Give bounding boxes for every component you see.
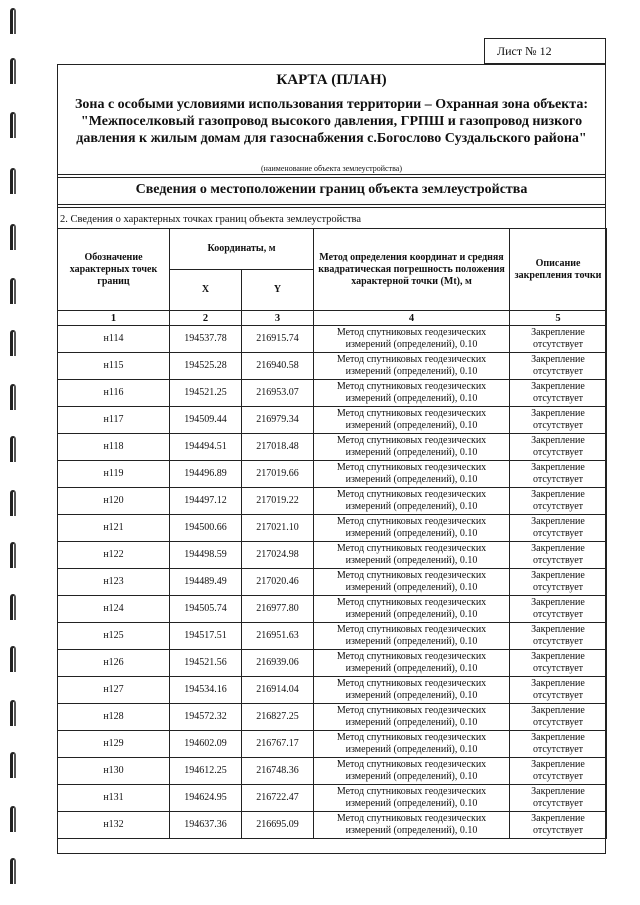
y-coordinate: 216939.06 [242,650,314,677]
binder-ring [10,858,16,884]
method-cell: Метод спутниковых геодезических измерений (определений), 0.10 [314,704,510,731]
points-table-body [58,326,607,839]
sheet-number: Лист № 12 [484,38,606,64]
table-row [58,812,607,839]
y-coordinate: 216940.58 [242,353,314,380]
description-cell: Закрепление отсутствует [510,731,607,758]
x-coordinate: 194537.78 [170,326,242,353]
description-cell: Закрепление отсутствует [510,650,607,677]
binder-ring [10,330,16,356]
x-coordinate: 194489.49 [170,569,242,596]
method-cell: Метод спутниковых геодезических измерений (определений), 0.10 [314,812,510,839]
table-row [58,326,607,353]
method-cell: Метод спутниковых геодезических измерений (определений), 0.10 [314,650,510,677]
y-coordinate: 216951.63 [242,623,314,650]
y-coordinate: 217021.10 [242,515,314,542]
method-cell: Метод спутниковых геодезических измерений (определений), 0.10 [314,569,510,596]
y-coordinate: 216748.36 [242,758,314,785]
table-row [58,650,607,677]
table-row [58,758,607,785]
point-id: н125 [58,623,170,650]
divider [57,207,606,208]
point-id: н131 [58,785,170,812]
point-id: н120 [58,488,170,515]
point-id: н114 [58,326,170,353]
method-cell: Метод спутниковых геодезических измерений (определений), 0.10 [314,488,510,515]
table-row [58,488,607,515]
description-cell: Закрепление отсутствует [510,488,607,515]
point-id: н116 [58,380,170,407]
column-number: 5 [510,311,607,326]
method-cell: Метод спутниковых геодезических измерений (определений), 0.10 [314,353,510,380]
binder-ring [10,594,16,620]
y-coordinate: 216827.25 [242,704,314,731]
description-cell: Закрепление отсутствует [510,569,607,596]
table-row [58,785,607,812]
point-id: н132 [58,812,170,839]
y-coordinate: 216722.47 [242,785,314,812]
method-cell: Метод спутниковых геодезических измерений (определений), 0.10 [314,596,510,623]
document-title: КАРТА (ПЛАН) [276,72,387,88]
method-cell: Метод спутниковых геодезических измерений (определений), 0.10 [314,785,510,812]
description-cell: Закрепление отсутствует [510,515,607,542]
y-coordinate: 217019.66 [242,461,314,488]
points-table [57,228,607,839]
column-number: 3 [242,311,314,326]
header-coordinates: Координаты, м [170,229,314,270]
section-title: Сведения о местоположении границ объекта землеустройства [135,182,528,197]
description-cell: Закрепление отсутствует [510,704,607,731]
binder-ring [10,278,16,304]
table-row [58,569,607,596]
y-coordinate: 216979.34 [242,407,314,434]
x-coordinate: 194505.74 [170,596,242,623]
y-coordinate: 217024.98 [242,542,314,569]
description-cell: Закрепление отсутствует [510,542,607,569]
method-cell: Метод спутниковых геодезических измерений (определений), 0.10 [314,461,510,488]
y-coordinate: 216767.17 [242,731,314,758]
description-cell: Закрепление отсутствует [510,326,607,353]
binder-ring [10,542,16,568]
binder-ring [10,490,16,516]
description-cell: Закрепление отсутствует [510,380,607,407]
header-description: Описание закрепления точки [510,229,607,311]
description-cell: Закрепление отсутствует [510,596,607,623]
method-cell: Метод спутниковых геодезических измерений (определений), 0.10 [314,434,510,461]
binder-ring [10,700,16,726]
y-coordinate: 216977.80 [242,596,314,623]
method-cell: Метод спутниковых геодезических измерений (определений), 0.10 [314,542,510,569]
point-id: н127 [58,677,170,704]
point-id: н124 [58,596,170,623]
method-cell: Метод спутниковых геодезических измерений (определений), 0.10 [314,515,510,542]
column-number: 1 [58,311,170,326]
x-coordinate: 194521.25 [170,380,242,407]
description-cell: Закрепление отсутствует [510,812,607,839]
point-id: н123 [58,569,170,596]
binder-ring [10,224,16,250]
document-subtitle: Зона с особыми условиями использования территории – Охранная зона объекта: "Межпоселковый газопровод высокого давления, ГРПШ и газопровод низкого давления к жилым домам для газоснабжения с.Богослово Суздальского района" [74,97,589,146]
divider [57,174,606,175]
method-cell: Метод спутниковых геодезических измерений (определений), 0.10 [314,407,510,434]
y-coordinate: 217018.48 [242,434,314,461]
binder-ring [10,752,16,778]
table-row [58,407,607,434]
column-number: 2 [170,311,242,326]
subsection-title: 2. Сведения о характерных точках границ объекта землеустройства [60,214,362,225]
header-method: Метод определения координат и средняя квадратическая погрешность положения характерной точки (Mt), м [314,229,510,311]
table-row [58,623,607,650]
point-id: н130 [58,758,170,785]
x-coordinate: 194494.51 [170,434,242,461]
y-coordinate: 217019.22 [242,488,314,515]
x-coordinate: 194534.16 [170,677,242,704]
point-id: н119 [58,461,170,488]
header-x: X [170,270,242,311]
method-cell: Метод спутниковых геодезических измерений (определений), 0.10 [314,623,510,650]
y-coordinate: 216914.04 [242,677,314,704]
x-coordinate: 194496.89 [170,461,242,488]
x-coordinate: 194525.28 [170,353,242,380]
header-designation: Обозначение характерных точек границ [58,229,170,311]
table-row [58,596,607,623]
point-id: н128 [58,704,170,731]
binder-ring [10,806,16,832]
method-cell: Метод спутниковых геодезических измерений (определений), 0.10 [314,758,510,785]
x-coordinate: 194517.51 [170,623,242,650]
x-coordinate: 194572.32 [170,704,242,731]
table-row [58,542,607,569]
binder-ring [10,646,16,672]
method-cell: Метод спутниковых геодезических измерений (определений), 0.10 [314,326,510,353]
table-row [58,380,607,407]
y-coordinate: 216695.09 [242,812,314,839]
y-coordinate: 217020.46 [242,569,314,596]
binder-holes [0,0,30,905]
x-coordinate: 194521.56 [170,650,242,677]
description-cell: Закрепление отсутствует [510,407,607,434]
table-row [58,353,607,380]
method-cell: Метод спутниковых геодезических измерений (определений), 0.10 [314,380,510,407]
point-id: н129 [58,731,170,758]
method-cell: Метод спутниковых геодезических измерений (определений), 0.10 [314,731,510,758]
binder-ring [10,112,16,138]
x-coordinate: 194497.12 [170,488,242,515]
y-coordinate: 216953.07 [242,380,314,407]
x-coordinate: 194637.36 [170,812,242,839]
x-coordinate: 194500.66 [170,515,242,542]
table-row [58,434,607,461]
divider [57,177,606,178]
x-coordinate: 194612.25 [170,758,242,785]
table-row [58,515,607,542]
description-cell: Закрепление отсутствует [510,758,607,785]
point-id: н117 [58,407,170,434]
table-row [58,731,607,758]
point-id: н115 [58,353,170,380]
description-cell: Закрепление отсутствует [510,623,607,650]
binder-ring [10,384,16,410]
x-coordinate: 194624.95 [170,785,242,812]
description-cell: Закрепление отсутствует [510,353,607,380]
x-coordinate: 194498.59 [170,542,242,569]
binder-ring [10,436,16,462]
object-caption: (наименование объекта землеустройства) [261,164,402,173]
description-cell: Закрепление отсутствует [510,434,607,461]
table-row [58,677,607,704]
divider [57,204,606,205]
point-id: н118 [58,434,170,461]
point-id: н126 [58,650,170,677]
point-id: н122 [58,542,170,569]
x-coordinate: 194509.44 [170,407,242,434]
point-id: н121 [58,515,170,542]
x-coordinate: 194602.09 [170,731,242,758]
description-cell: Закрепление отсутствует [510,785,607,812]
method-cell: Метод спутниковых геодезических измерений (определений), 0.10 [314,677,510,704]
header-y: Y [242,270,314,311]
table-row [58,461,607,488]
description-cell: Закрепление отсутствует [510,677,607,704]
table-row [58,704,607,731]
y-coordinate: 216915.74 [242,326,314,353]
column-number: 4 [314,311,510,326]
description-cell: Закрепление отсутствует [510,461,607,488]
binder-ring [10,168,16,194]
binder-ring [10,8,16,34]
binder-ring [10,58,16,84]
